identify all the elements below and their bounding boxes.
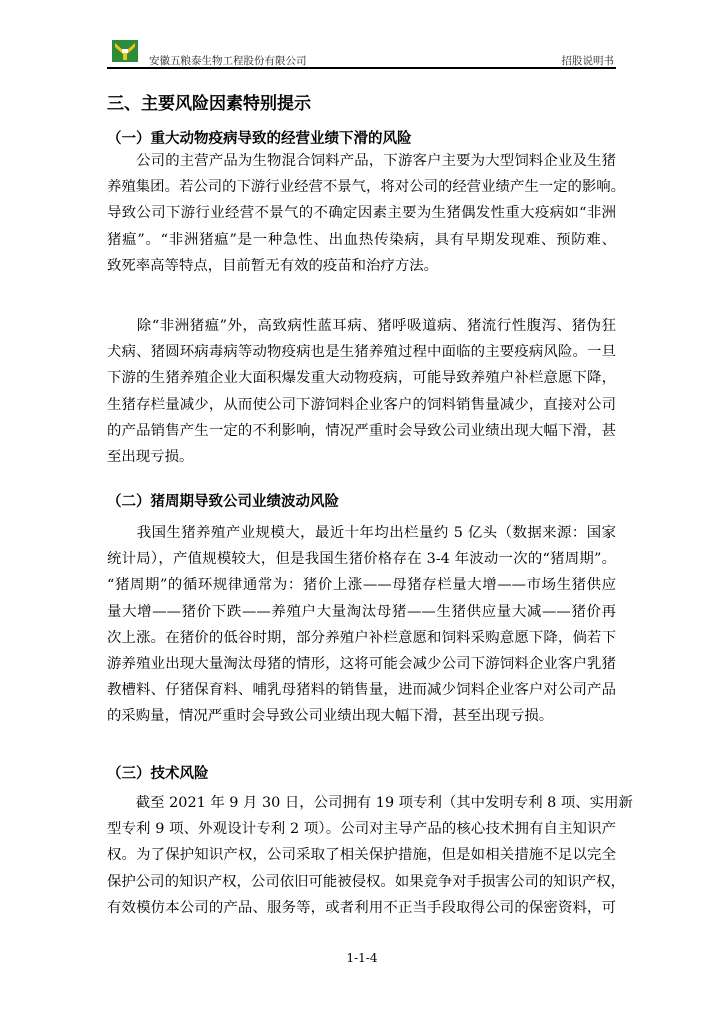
risk-title-epidemic: （一）重大动物疫病导致的经营业绩下滑的风险: [107, 131, 412, 147]
company-logo-icon: [112, 40, 138, 62]
text-line: 权。为了保护知识产权，公司采取了相关保护措施，但是如相关措施不足以完全: [107, 847, 616, 864]
risk-epidemic-paragraph-1: [107, 148, 626, 279]
risk-pig-cycle-paragraph: [107, 520, 616, 730]
text-line: 犬病、猪圆环病毒病等动物疫病也是生猪养殖过程中面临的主要疫病风险。一旦: [107, 344, 616, 361]
section-title: 三、主要风险因素特别提示: [107, 94, 311, 114]
text-line: 生猪存栏量减少，从而使公司下游饲料企业客户的饲料销售量减少，直接对公司: [107, 396, 616, 413]
text-line: 猪瘟”。“非洲猪瘟”是一种急性、出血热传染病，具有早期发现难、预防难、: [107, 231, 616, 248]
text-line: 量大增——猪价下跌——养殖户大量淘汰母猪——生猪供应量大减——猪价再: [107, 603, 616, 620]
company-name: 安徽五粮泰生物工程股份有限公司: [149, 55, 307, 67]
text-line: 型专利 9 项、外观设计专利 2 项）。公司对主导产品的核心技术拥有自主知识产: [107, 821, 616, 838]
document-type: 招股说明书: [561, 55, 614, 67]
text-line: 游养殖业出现大量淘汰母猪的情形，这将可能会减少公司下游饲料企业客户乳猪: [107, 655, 616, 672]
header-divider: [107, 67, 616, 69]
risk-epidemic-paragraph-2: [107, 313, 616, 470]
text-line: 除“非洲猪瘟”外，高致病性蓝耳病、猪呼吸道病、猪流行性腹泻、猪伪狂: [107, 318, 616, 334]
text-line: 公司的主营产品为生物混合饲料产品，下游客户主要为大型饲料企业及生猪: [107, 153, 616, 169]
text-line: 统计局），产值规模较大，但是我国生猪价格存在 3-4 年波动一次的“猪周期”。: [107, 551, 616, 568]
text-line: “猪周期”的循环规律通常为：猪价上涨——母猪存栏量大增——市场生猪供应: [107, 577, 616, 594]
text-line: 养殖集团。若公司的下游行业经营不景气，将对公司的经营业绩产生一定的影响。: [107, 179, 626, 196]
text-line: 有效模仿本公司的产品、服务等，或者利用不正当手段取得公司的保密资料，可: [107, 899, 616, 916]
text-line: 我国生猪养殖产业规模大，最近十年均出栏量约 5 亿头（数据来源：国家: [107, 525, 616, 541]
text-line: 导致公司下游行业经营不景气的不确定因素主要为生猪偶发性重大疫病如“非洲: [107, 205, 616, 222]
risk-title-technology: （三）技术风险: [107, 766, 209, 782]
text-line: 的采购量，情况严重时会导致公司业绩出现大幅下滑，甚至出现亏损。: [107, 708, 554, 725]
text-line: 的产品销售产生一定的不利影响，情况严重时会导致公司业绩出现大幅下滑，甚: [107, 422, 616, 439]
text-line: 致死率高等特点，目前暂无有效的疫苗和治疗方法。: [107, 257, 438, 274]
page-header: [107, 38, 616, 68]
page-number: 1-1-4: [346, 951, 378, 965]
text-line: 次上涨。在猪价的低谷时期，部分养殖户补栏意愿和饲料采购意愿下降，倘若下: [107, 629, 616, 646]
text-line: 保护公司的知识产权，公司依旧可能被侵权。如果竞争对手损害公司的知识产权，: [107, 873, 626, 890]
risk-title-pig-cycle: （二）猪周期导致公司业绩波动风险: [107, 494, 339, 510]
text-line: 下游的生猪养殖企业大面积爆发重大动物疫病，可能导致养殖户补栏意愿下降，: [107, 370, 616, 387]
risk-technology-paragraph: [107, 790, 633, 921]
text-line: 截至 2021 年 9 月 30 日，公司拥有 19 项专利（其中发明专利 8 项、实用新: [107, 795, 633, 811]
text-line: 教槽料、仔猪保育料、哺乳母猪料的销售量，进而减少饲料企业客户对公司产品: [107, 682, 616, 699]
text-line: 至出现亏损。: [107, 448, 194, 465]
